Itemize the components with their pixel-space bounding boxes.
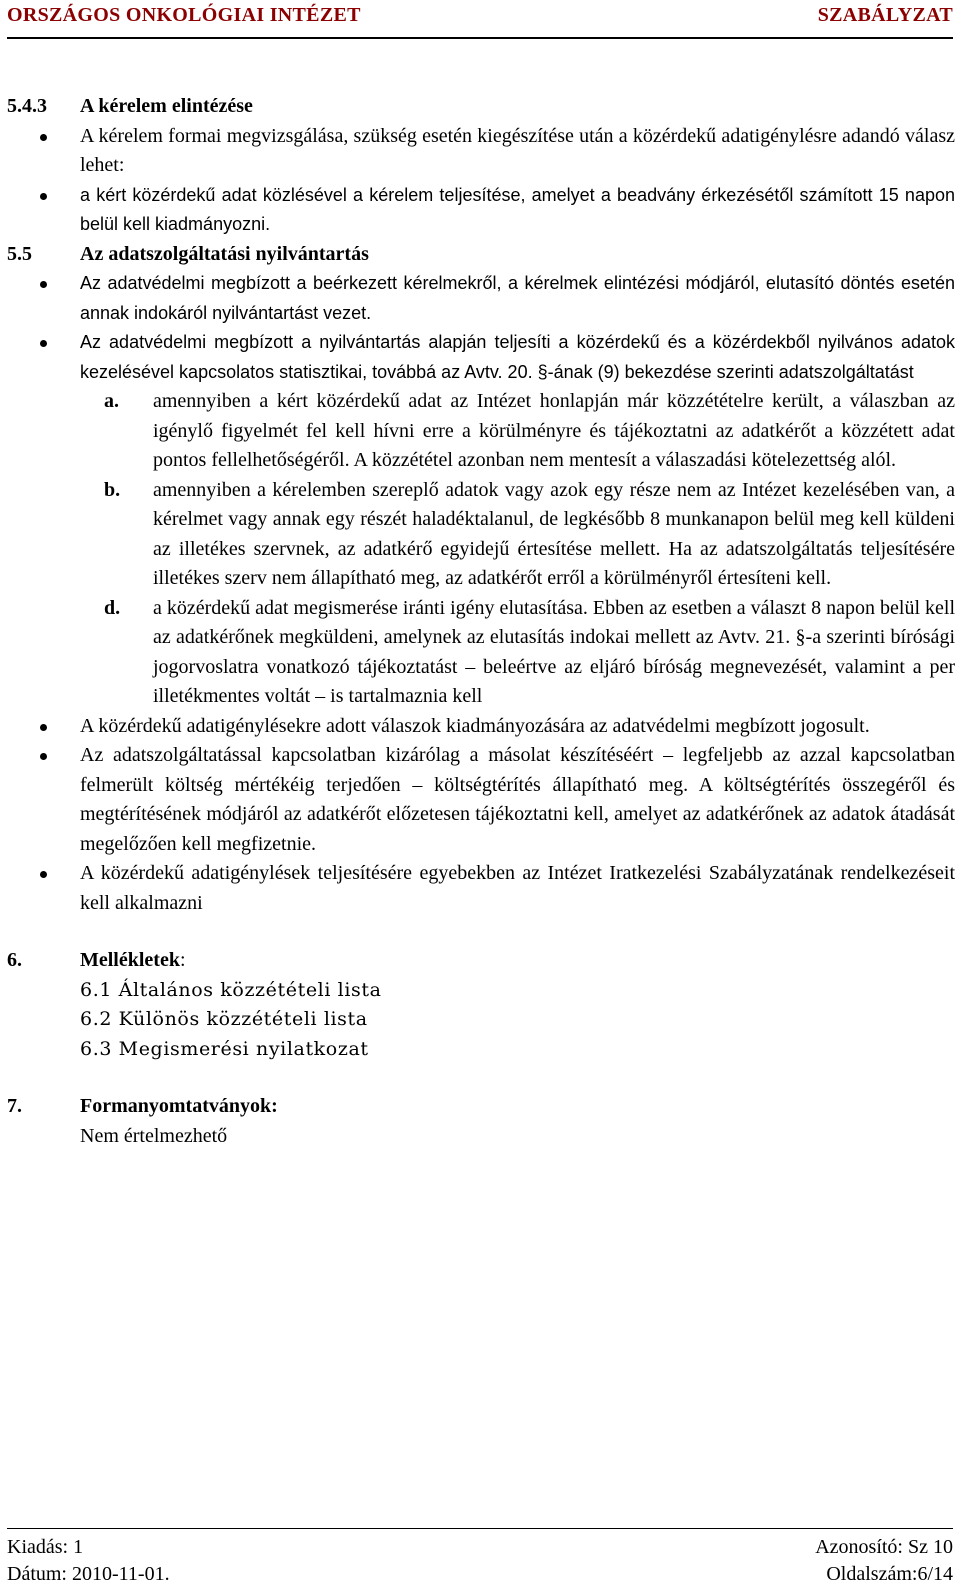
section-number: 6.: [7, 949, 22, 971]
section-title: Formanyomtatványok:: [80, 1095, 278, 1117]
list-item-text: A közérdekű adatigénylések teljesítésére egyebekben az Intézet Iratkezelési Szabályzatának rendelkezéseit kell alkalmazni: [80, 862, 955, 914]
list-item: [7, 712, 955, 742]
header-divider: [7, 37, 953, 39]
bullet-icon: [40, 724, 47, 731]
attachment-item: 6.3 Megismerési nyilatkozat: [80, 1037, 369, 1060]
sub-item-text: amennyiben a kért közérdekű adat az Intézet honlapján már közzétételre került, a válaszban az igénylő figyelmét fel kell hívni erre a körülményre és tájékoztatni az adatkérőt a közzétett adat pontos fellelhetőségéről. A közzététel azonban nem mentesít a válaszadási kötelezettség alól.: [153, 390, 955, 471]
bullet-icon: [40, 753, 47, 760]
list-item-text: Az adatvédelmi megbízott a beérkezett kérelmekről, a kérelmek elintézési módjáról, elutasító döntés esetén annak indokáról nyilvántartást vezet.: [80, 273, 955, 323]
list-item: [7, 181, 955, 240]
bullet-icon: [40, 871, 47, 878]
list-item-text: A közérdekű adatigénylésekre adott válaszok kiadmányozására az adatvédelmi megbízott jogosult.: [80, 714, 870, 737]
attachment-item: 6.1 Általános közzétételi lista: [80, 978, 382, 1001]
list-item-text: a kért közérdekű adat közlésével a kérelem teljesítése, amelyet a beadvány érkezésétől számított 15 napon belül kell kiadmányozni.: [80, 184, 955, 234]
page-header: [7, 4, 953, 36]
document-body: [7, 92, 955, 1151]
list-item-text: A kérelem formai megvizsgálása, szükség esetén kiegészítése után a közérdekű adatigénylésre adandó válasz lehet:: [80, 124, 955, 176]
sub-item-b: [7, 476, 955, 594]
header-doc-type: SZABÁLYZAT: [817, 4, 953, 26]
sub-item-text: a közérdekű adat megismerése iránti igény elutasítása. Ebben az esetben a választ 8 napon belül kell az adatkérőnek megküldeni, amelynek az elutasítás indokai mellett az Avtv. 21. §-a szerinti bírósági jogorvoslatra vonatkozó tájékoztatást – beleértve az eljáró bíróság megnevezését, valamint a per illetékmentes voltát – is tartalmaznia kell: [153, 596, 955, 707]
section-7-heading: [7, 1092, 955, 1122]
section-title-colon: :: [179, 949, 186, 971]
bullet-icon: [40, 134, 47, 141]
section-title: Mellékletek: [80, 949, 180, 971]
bullet-icon: [40, 340, 47, 347]
section-6-heading: [7, 946, 955, 976]
list-item: [7, 122, 955, 181]
list-item-text: Az adatszolgáltatással kapcsolatban kizárólag a másolat készítéséért – legfeljebb az azzal kapcsolatban felmerült költség mértékéig terjedően – költségtérítés állapítható meg. A költségtérítés összegéről és megtérítésének módjáról az adatkérőt előzetesen tájékoztatni kell, amelyet az adatkérőnek az adatok átadását megelőzően kell megfizetnie.: [80, 744, 955, 855]
sub-item-letter: a.: [104, 390, 119, 412]
sub-item-text: amennyiben a kérelemben szereplő adatok vagy azok egy része nem az Intézet kezelésében van, a kérelmet vagy annak egy részét haladéktalanul, de legkésőbb 8 munkanapon belül meg kell küldeni az illetékes szervnek, az adatkérő egyidejű értesítése mellett. Ha az adatszolgáltatás teljesítésére illetékes szerv nem állapítható meg, az adatkérőt erről a körülményről értesíteni kell.: [153, 478, 955, 589]
section-number: 7.: [7, 1095, 22, 1117]
section-7-text: Nem értelmezhető: [80, 1124, 228, 1147]
bullet-icon: [40, 281, 47, 288]
footer-divider: [7, 1528, 953, 1529]
section-number: 5.5: [7, 242, 32, 265]
page-footer: [7, 1534, 953, 1588]
list-item: [7, 269, 955, 328]
list-item: [7, 741, 955, 859]
attachment-item: 6.2 Különös közzétételi lista: [80, 1008, 368, 1030]
section-title: A kérelem elintézése: [80, 95, 253, 117]
footer-identifier: Azonosító: Sz 10: [815, 1536, 953, 1558]
list-item: [7, 859, 955, 918]
sub-item-letter: b.: [104, 478, 121, 501]
section-title: Az adatszolgáltatási nyilvántartás: [80, 242, 369, 265]
section-number: 5.4.3: [7, 95, 47, 117]
header-institute: ORSZÁGOS ONKOLÓGIAI INTÉZET: [7, 4, 361, 26]
section-5-5-heading: [7, 240, 955, 270]
footer-date: Dátum: 2010-11-01.: [7, 1563, 170, 1585]
sub-item-d: [7, 594, 955, 712]
sub-item-letter: d.: [104, 596, 121, 619]
section-5-4-3-heading: [7, 92, 955, 122]
bullet-icon: [40, 193, 47, 200]
list-item: [7, 328, 955, 387]
sub-item-a: [7, 387, 955, 476]
list-item-text: Az adatvédelmi megbízott a nyilvántartás alapján teljesíti a közérdekű és a közérdekből nyilvános adatok kezelésével kapcsolatos statisztikai, továbbá az Avtv. 20. §-ának (9) bekezdése szerinti adatszolgáltatást: [80, 332, 955, 382]
footer-edition: Kiadás: 1: [7, 1536, 84, 1558]
footer-page-number: Oldalszám:6/14: [826, 1563, 953, 1585]
